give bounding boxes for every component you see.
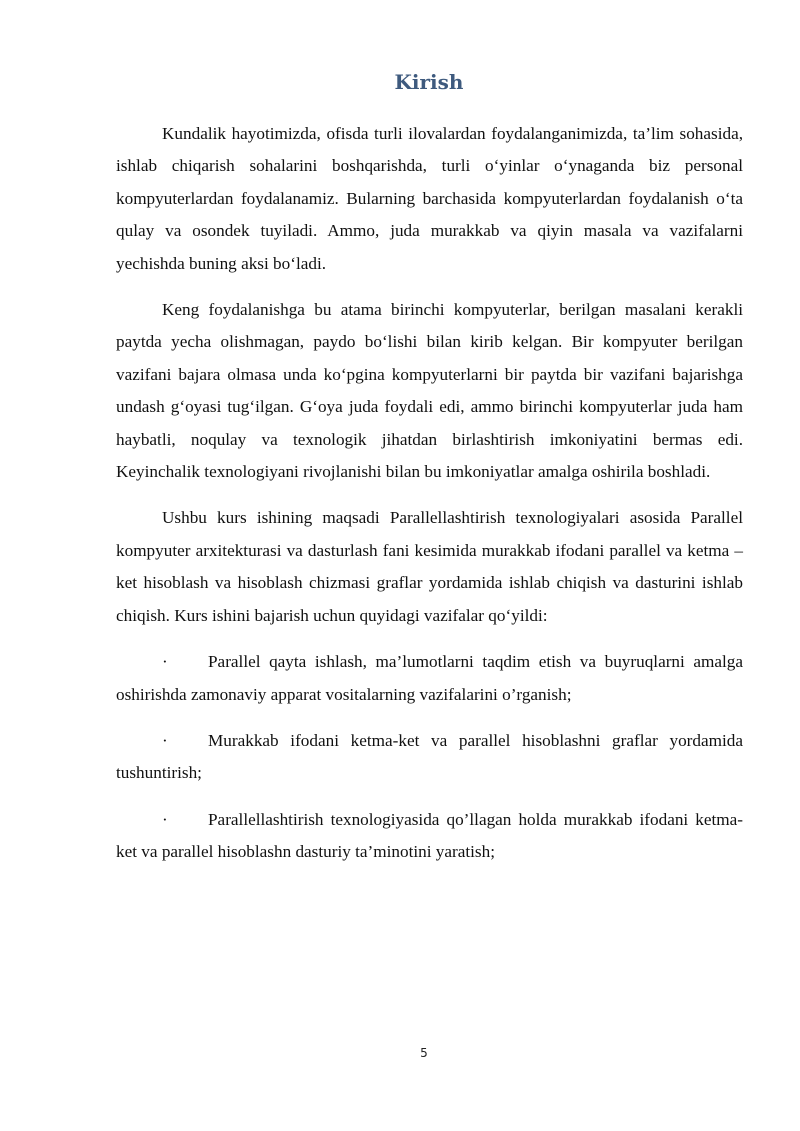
page-number: 5 <box>420 1046 428 1060</box>
list-item <box>116 725 743 790</box>
paragraph-goal: Ushbu kurs ishining maqsadi Parallellashtirish texnologiyalari asosida Parallel kompyuter arxitekturasi va dasturlash fani kesimida murakkab ifodani parallel va ketma – ket hisoblash va hisoblash chizmasi graflar yordamida ishlab chiqish va dasturini ishlab chiqish. Kurs ishini bajarish uchun quyidagi vazifalar qo‘yildi: <box>116 508 743 625</box>
bullet-marker: · <box>162 809 168 829</box>
list-item-text: Murakkab ifodani ketma-ket va parallel hisoblashni graflar yordamida tushuntirish; <box>116 730 743 783</box>
body-text <box>116 118 743 883</box>
list-item-text: Parallel qayta ishlash, ma’lumotlarni taqdim etish va buyruqlarni amalga oshirishda zamonaviy apparat vositalarning vazifalarini o’rganish; <box>116 652 743 704</box>
list-item <box>116 646 743 711</box>
section-heading: Kirish <box>394 70 464 94</box>
paragraph-intro: Kundalik hayotimizda, ofisda turli ilovalardan foydalanganimizda, ta’lim sohasida, ishlab chiqarish sohalarini boshqarishda, turli o‘yinlar o‘ynaganda biz personal kompyuterlardan foydalanamiz. Bularning barchasida kompyuterlardan foydalanish o‘ta qulay va osondek tuyiladi. Ammo, juda murakkab va qiyin masala va vazifalarni yechishda buning aksi bo‘ladi. <box>116 124 743 273</box>
list-item <box>116 804 743 869</box>
paragraph-history: Keng foydalanishga bu atama birinchi kompyuterlar, berilgan masalani kerakli paytda yecha olishmagan, paydo bo‘lishi bilan kirib kelgan. Bir kompyuter berilgan vazifani bajara olmasa unda ko‘pgina kompyuterlarni bir paytda bir vazifani bajarishga undash g‘oyasi tug‘ilgan. G‘oya juda foydali edi, ammo birinchi kompyuterlar juda ham haybatli, noqulay va texnologik jihatdan birlashtirish imkoniyatini bermas edi. Keyinchalik texnologiyani rivojlanishi bilan bu imkoniyatlar amalga oshirila boshladi. <box>116 300 743 482</box>
bullet-marker: · <box>162 730 168 750</box>
list-item-text: Parallellashtirish texnologiyasida qo’llagan holda murakkab ifodani ketma-ket va parallel hisoblashn dasturiy ta’minotini yaratish; <box>116 809 743 862</box>
bullet-marker: · <box>162 652 168 672</box>
